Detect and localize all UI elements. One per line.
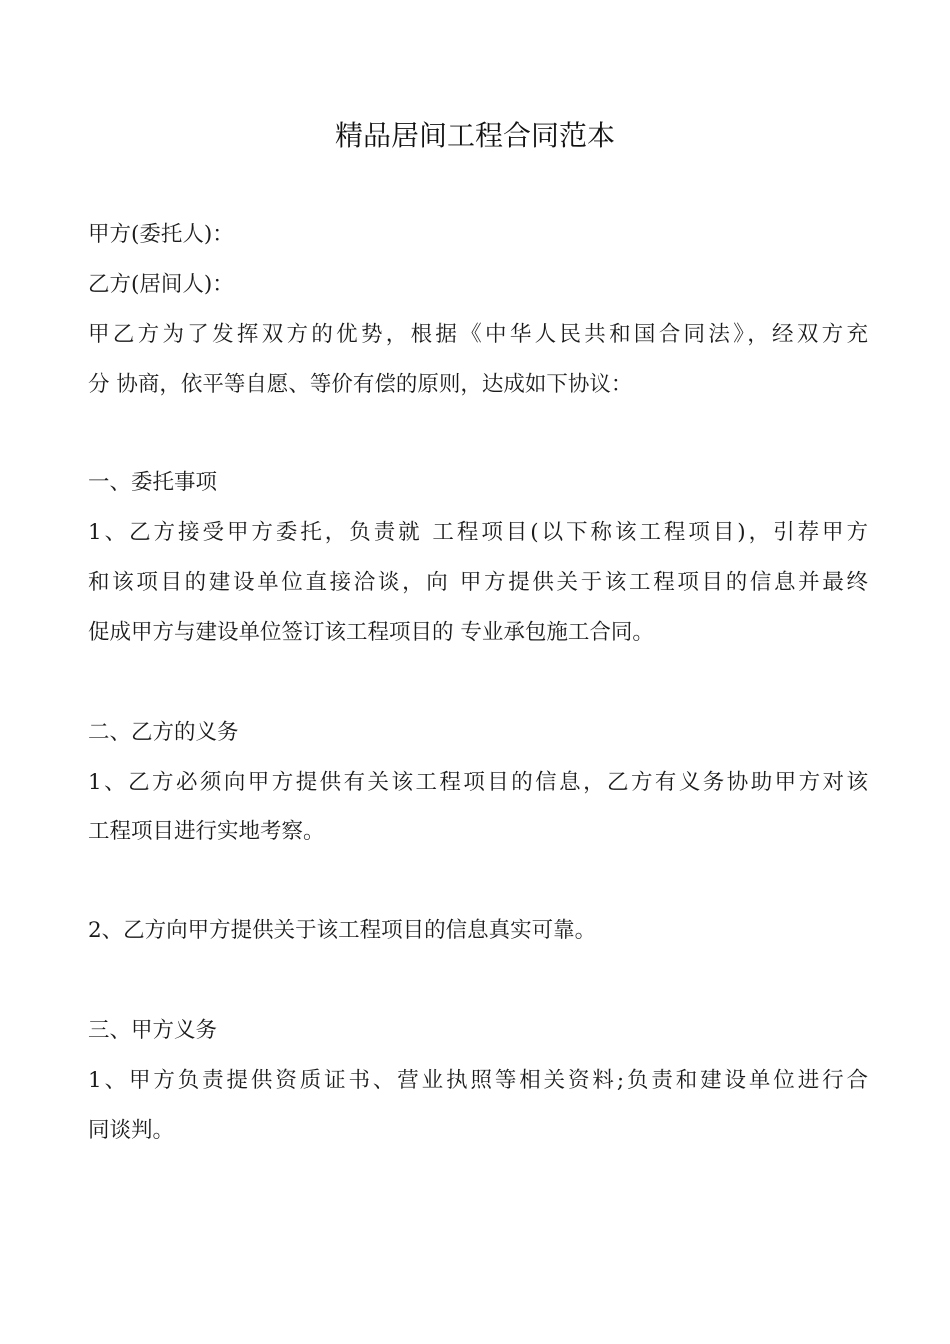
clause-3-1-line-1: 1、甲方负责提供资质证书、营业执照等相关资料;负责和建设单位进行合 bbox=[88, 1068, 868, 1093]
party-a-line: 甲方(委托人)： bbox=[88, 222, 234, 247]
clause-2-2-line-1: 2、乙方向甲方提供关于该工程项目的信息真实可靠。 bbox=[88, 918, 597, 943]
clause-1-1-line-3: 促成甲方与建设单位签订该工程项目的 专业承包施工合同。 bbox=[88, 620, 654, 645]
preamble-line-2: 分 协商，依平等自愿、等价有偿的原则，达成如下协议： bbox=[88, 372, 633, 397]
clause-1-1-line-2: 和该项目的建设单位直接洽谈，向 甲方提供关于该工程项目的信息并最终 bbox=[88, 570, 868, 595]
clause-2-1-line-2: 工程项目进行实地考察。 bbox=[88, 819, 325, 844]
section-heading-2: 二、乙方的义务 bbox=[88, 720, 239, 745]
clause-1-1-line-1: 1、乙方接受甲方委托，负责就 工程项目(以下称该工程项目)，引荐甲方 bbox=[88, 520, 868, 545]
document-title: 精品居间工程合同范本 bbox=[334, 119, 615, 152]
section-heading-3: 三、甲方义务 bbox=[88, 1018, 218, 1043]
section-heading-1: 一、委托事项 bbox=[88, 470, 218, 495]
preamble-line-1: 甲乙方为了发挥双方的优势，根据《中华人民共和国合同法》，经双方充 bbox=[88, 322, 868, 347]
clause-3-1-line-2: 同谈判。 bbox=[88, 1118, 175, 1143]
clause-2-1-line-1: 1、乙方必须向甲方提供有关该工程项目的信息，乙方有义务协助甲方对该 bbox=[88, 770, 868, 795]
party-b-line: 乙方(居间人)： bbox=[88, 272, 234, 297]
